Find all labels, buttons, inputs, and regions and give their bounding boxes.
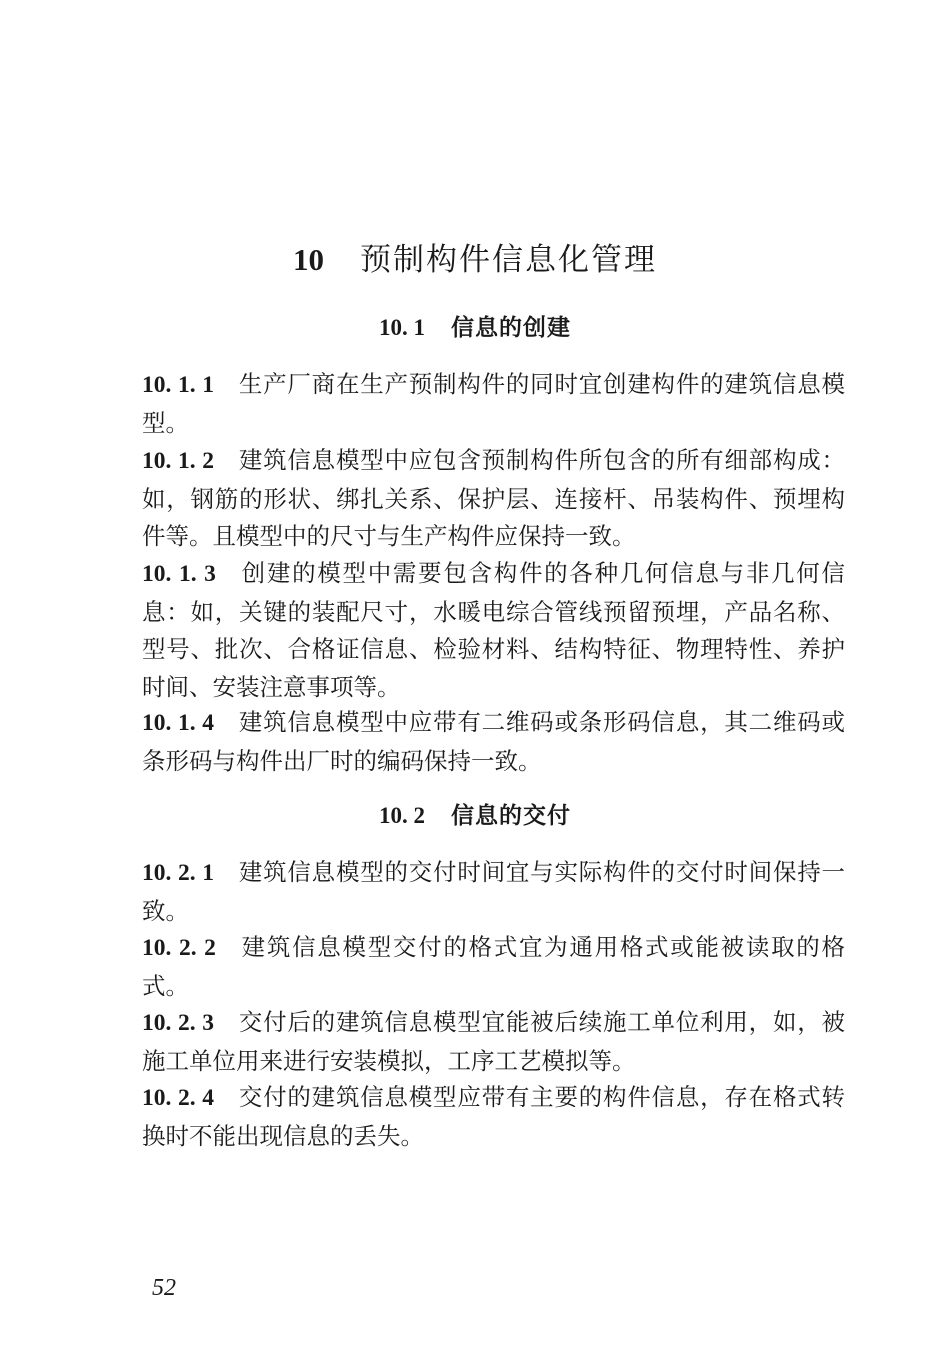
clause-10-2-1 (142, 854, 845, 930)
clause-10-1-2 (142, 442, 845, 556)
clause-number: 10. 1. 3 (142, 561, 216, 587)
clause-text: 建筑信息模型交付的格式宜为通用格式或能被读取的格式。 (142, 933, 846, 1000)
section-title: 信息的创建 (451, 315, 571, 341)
clause-10-1-1 (142, 366, 845, 442)
clause-10-1-4 (142, 704, 845, 780)
clause-number: 10. 2. 4 (142, 1085, 215, 1111)
clause-number: 10. 1. 1 (142, 372, 215, 398)
clause-text: 建筑信息模型中应带有二维码或条形码信息，其二维码或条形码与构件出厂时的编码保持一致。 (142, 708, 846, 775)
page-number: 52 (152, 1275, 176, 1301)
clause-number: 10. 1. 4 (142, 710, 215, 736)
clause-number: 10. 2. 3 (142, 1010, 215, 1036)
clause-text: 建筑信息模型中应包含预制构件所包含的所有细部构成：如，钢筋的形状、绑扎关系、保护层、连接杆、吊装构件、预埋构件等。且模型中的尺寸与生产构件应保持一致。 (142, 446, 846, 550)
section-title: 信息的交付 (451, 803, 571, 829)
clause-number: 10. 2. 1 (142, 860, 215, 886)
section-number: 10. 2 (379, 803, 425, 828)
clause-text: 生产厂商在生产预制构件的同时宜创建构件的建筑信息模型。 (142, 370, 846, 437)
clause-text: 交付后的建筑信息模型宜能被后续施工单位利用，如，被施工单位用来进行安装模拟，工序工艺模拟等。 (142, 1008, 846, 1075)
section-heading-10-2 (0, 799, 950, 833)
clause-text: 建筑信息模型的交付时间宜与实际构件的交付时间保持一致。 (142, 858, 846, 925)
clause-10-2-2 (142, 929, 845, 1005)
clause-number: 10. 2. 2 (142, 935, 216, 961)
chapter-number: 10 (293, 242, 324, 277)
clause-text: 创建的模型中需要包含构件的各种几何信息与非几何信息：如，关键的装配尺寸，水暖电综合管线预留预埋，产品名称、型号、批次、合格证信息、检验材料、结构特征、物理特性、养护时间、安装注意事项等。 (142, 559, 846, 701)
clause-10-2-3 (142, 1004, 845, 1080)
section-heading-10-1 (0, 311, 950, 345)
clause-10-1-3 (142, 555, 845, 706)
section-number: 10. 1 (379, 315, 425, 340)
clause-number: 10. 1. 2 (142, 448, 215, 474)
chapter-title: 预制构件信息化管理 (360, 242, 657, 278)
chapter-heading (0, 237, 950, 283)
clause-text: 交付的建筑信息模型应带有主要的构件信息，存在格式转换时不能出现信息的丢失。 (142, 1083, 846, 1150)
clause-10-2-4 (142, 1079, 845, 1155)
